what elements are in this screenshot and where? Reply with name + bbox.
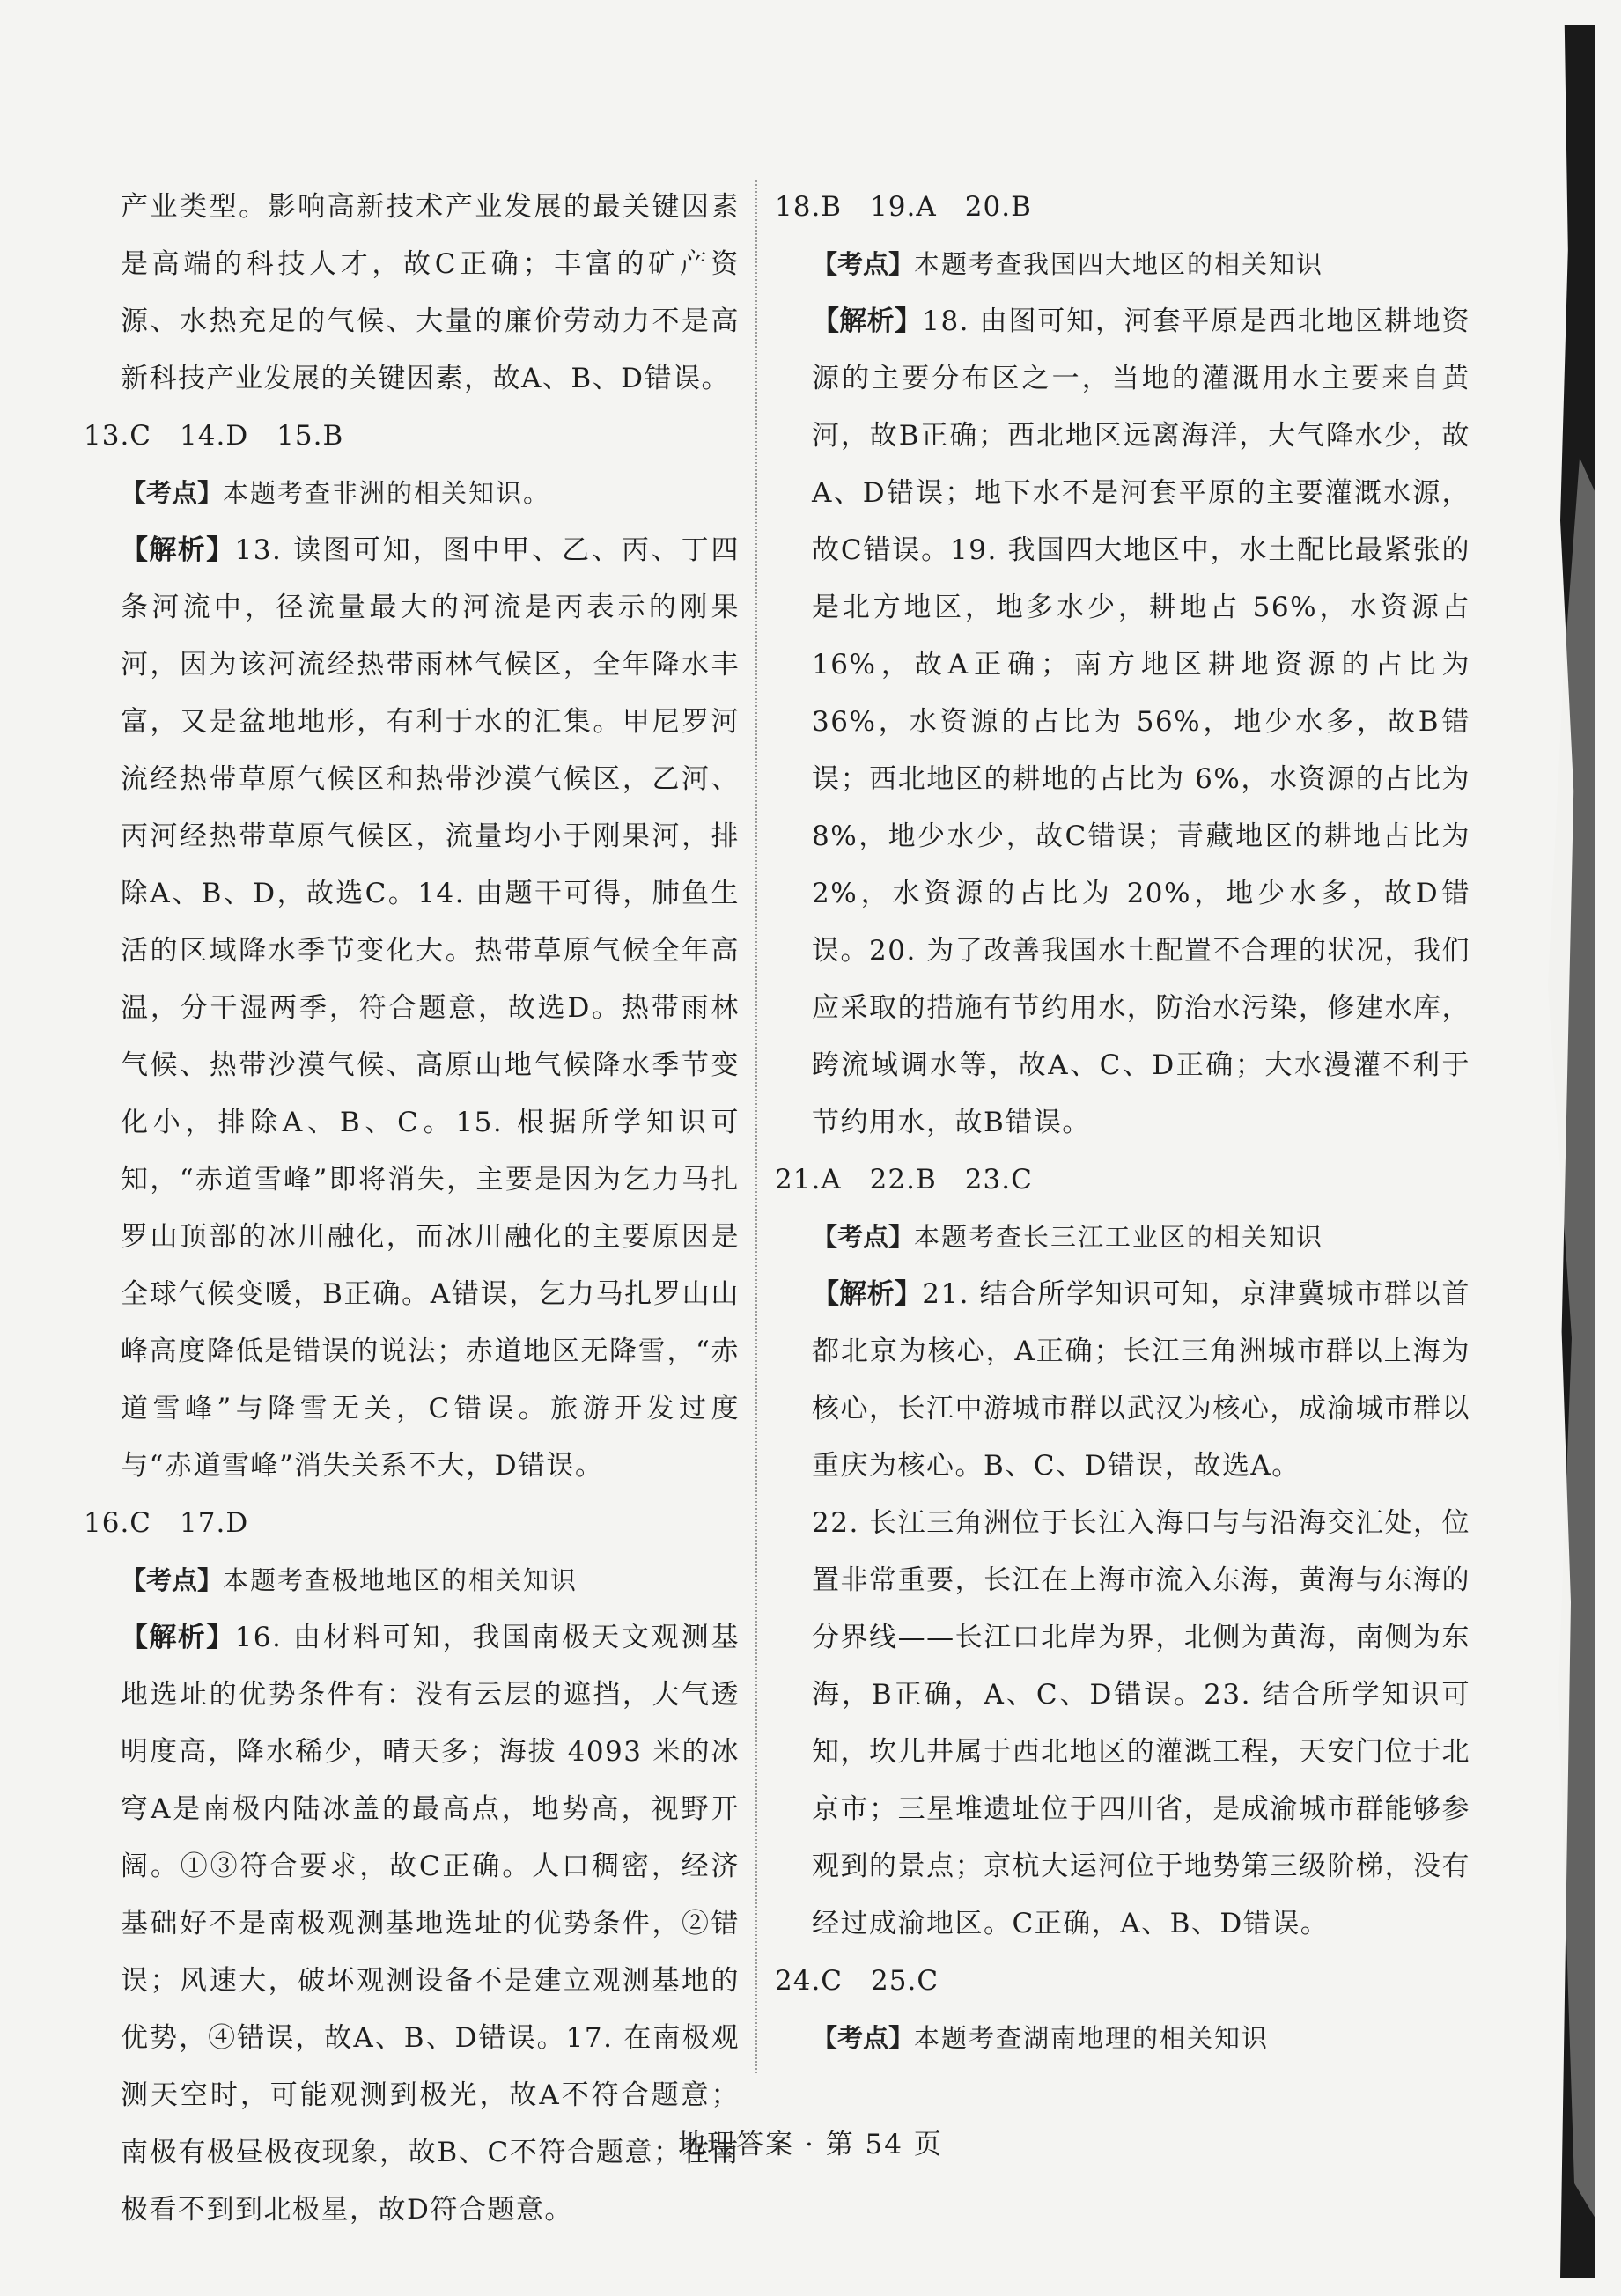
kaodian-tag: 【考点】 — [812, 1222, 915, 1252]
kaodian-text: 本题考查我国四大地区的相关知识 — [914, 249, 1324, 279]
page-footer: 地理答案 · 第 54 页 — [678, 2129, 943, 2160]
jiexi-text: 18. 由图可知，河套平原是西北地区耕地资源的主要分布区之一，当地的灌溉用水主要来自黄河，故B正确；西北地区远离海洋，大气降水少，故A、D错误；地下水不是河套平原的主要灌溉水源，故C错误。19. 我国四大地区中，水土配比最紧张的是北方地区，地多水少，耕地占 56%，水资源占 16%，故A正确；南方地区耕地资源的占比为 36%，水资源的占比为 56%，地少水多，故B错误；西北地区的耕地的占比为 6%，水资源的占比为 8%，地少水少，故C错误；青藏地区的耕地占比为 2%，水资源的占比为 20%，地少水多，故D错误。20. 为了改善我国水土配置不合理的状况，我们应采取的措施有节约用水，防治水污染，修建水库，跨流域调水等，故A、C、D正确；大水漫灌不利于节约用水，故B错误。 — [812, 305, 1471, 1138]
answer-line-16-17: 16.C 17.D — [84, 1507, 249, 1539]
answer-line-24-25: 24.C 25.C — [775, 1965, 939, 1997]
kaodian-tag: 【考点】 — [812, 2023, 915, 2053]
jiexi-tag: 【解析】 — [121, 1622, 235, 1653]
kaodian-text: 本题考查非洲的相关知识。 — [223, 478, 551, 508]
left-column — [84, 179, 740, 2239]
jiexi-text: 16. 由材料可知，我国南极天文观测基地选址的优势条件有：没有云层的遮挡，大气透明度高，降水稀少，晴天多；海拔 4093 米的冰穹A是南极内陆冰盖的最高点，地势高，视野开阔。①③符合要求，故C正确。人口稠密，经济基础好不是南极观测基地选址的优势条件，②错误；风速大，破坏观测设备不是建立观测基地的优势，④错误，故A、B、D错误。17. 在南极观测天空时，可能观测到极光，故A不符合题意；南极有极昼极夜现象，故B、C不符合题意；在南极看不到到北极星，故D符合题意。 — [121, 1622, 740, 2226]
kaodian-24 — [775, 2010, 1470, 2067]
jiexi-text: 21. 结合所学知识可知，京津冀城市群以首都北京为核心，A正确；长江三角洲城市群以上海为核心，长江中游城市群以武汉为核心，成渝城市群以重庆为核心。B、C、D错误，故选A。 — [812, 1278, 1471, 1482]
kaodian-21 — [775, 1209, 1470, 1266]
jiexi-21 — [775, 1266, 1470, 1495]
answer-line-21-23: 21.A 22.B 23.C — [775, 1164, 1033, 1196]
answer-line-18-20: 18.B 19.A 20.B — [775, 191, 1032, 223]
kaodian-tag: 【考点】 — [812, 249, 915, 279]
kaodian-text: 本题考查湖南地理的相关知识 — [914, 2023, 1270, 2053]
answer-line-13-15: 13.C 14.D 15.B — [84, 420, 344, 452]
kaodian-18 — [775, 236, 1470, 293]
jiexi-18 — [775, 293, 1470, 1152]
kaodian-16 — [84, 1552, 740, 1609]
jiexi-tag: 【解析】 — [121, 534, 235, 566]
jiexi-13 — [84, 522, 740, 1495]
column-divider — [755, 180, 757, 2073]
right-column — [775, 179, 1470, 2067]
kaodian-tag: 【考点】 — [121, 478, 224, 508]
kaodian-tag: 【考点】 — [121, 1565, 224, 1595]
kaodian-text: 本题考查极地地区的相关知识 — [223, 1565, 578, 1595]
kaodian-13 — [84, 465, 740, 522]
jiexi-text: 13. 读图可知，图中甲、乙、丙、丁四条河流中，径流量最大的河流是丙表示的刚果河，因为该河流经热带雨林气候区，全年降水丰富，又是盆地地形，有利于水的汇集。甲尼罗河流经热带草原气候区和热带沙漠气候区，乙河、丙河经热带草原气候区，流量均小于刚果河，排除A、B、D，故选C。14. 由题干可得，肺鱼生活的区域降水季节变化大。热带草原气候全年高温，分干湿两季，符合题意，故选D。热带雨林气候、热带沙漠气候、高原山地气候降水季节变化小，排除A、B、C。15. 根据所学知识可知，“赤道雪峰”即将消失，主要是因为乞力马扎罗山顶部的冰川融化，而冰川融化的主要原因是全球气候变暖，B正确。A错误，乞力马扎罗山山峰高度降低是错误的说法；赤道地区无降雪，“赤道雪峰”与降雪无关，C错误。旅游开发过度与“赤道雪峰”消失关系不大，D错误。 — [121, 534, 740, 1482]
jiexi-tag: 【解析】 — [812, 305, 923, 337]
jiexi-tag: 【解析】 — [812, 1278, 923, 1310]
paragraph-continuation: 产业类型。影响高新技术产业发展的最关键因素是高端的科技人才，故C正确；丰富的矿产资源、水热充足的气候、大量的廉价劳动力不是高新科技产业发展的关键因素，故A、B、D错误。 — [121, 191, 740, 394]
jiexi-22: 22. 长江三角洲位于长江入海口与与沿海交汇处，位置非常重要，长江在上海市流入东海，黄海与东海的分界线——长江口北岸为界，北侧为黄海，南侧为东海，B正确，A、C、D错误。23. 结合所学知识可知，坎儿井属于西北地区的灌溉工程，天安门位于北京市；三星堆遗址位于四川省，是成渝城市群能够参观到的景点；京杭大运河位于地势第三级阶梯，没有经过成渝地区。C正确，A、B、D错误。 — [812, 1507, 1470, 1939]
kaodian-text: 本题考查长三江工业区的相关知识 — [914, 1222, 1324, 1252]
